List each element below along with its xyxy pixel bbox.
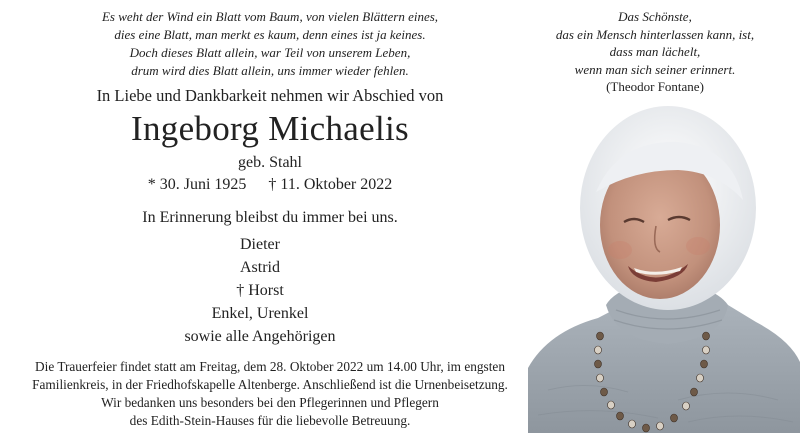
poem-right-line: Das Schönste,	[618, 9, 692, 24]
poem-right	[520, 8, 790, 96]
life-dates	[50, 176, 490, 194]
poem-left-line: drum wird dies Blatt allein, uns immer wieder fehlen.	[131, 63, 409, 78]
birth-date: * 30. Juni 1925	[147, 176, 247, 193]
poem-left-line: dies eine Blatt, man merkt es kaum, denn eines ist ja keines.	[114, 27, 426, 42]
mourners-list	[110, 233, 410, 348]
death-date: † 11. Oktober 2022	[268, 176, 393, 193]
funeral-line: Familienkreis, in der Friedhofskapelle Altenberge. Anschließend ist die Urnenbeisetzung.	[32, 377, 508, 392]
mourner: † Horst	[236, 282, 284, 299]
mourner: Astrid	[240, 259, 280, 276]
memory-line: In Erinnerung bleibst du immer bei uns.	[142, 209, 398, 226]
farewell-intro: In Liebe und Dankbarkeit nehmen wir Abschied von	[96, 86, 444, 105]
funeral-line: des Edith-Stein-Hauses für die liebevolle Betreuung.	[129, 413, 411, 428]
poem-right-line: dass man lächelt,	[609, 44, 701, 59]
poem-left-line: Doch dieses Blatt allein, war Teil von unserem Leben,	[129, 45, 411, 60]
poem-left-line: Es weht der Wind ein Blatt vom Baum, von vielen Blättern eines,	[101, 9, 439, 24]
mourner: Enkel, Urenkel	[211, 305, 309, 322]
portrait-photo	[528, 100, 800, 433]
funeral-line: Wir bedanken uns besonders bei den Pflegerinnen und Pflegern	[101, 395, 439, 410]
mourner: sowie alle Angehörigen	[184, 328, 336, 345]
poem-right-line: das ein Mensch hinterlassen kann, ist,	[555, 26, 755, 42]
poem-author: (Theodor Fontane)	[606, 79, 704, 94]
birth-name: geb. Stahl	[238, 154, 302, 171]
poem-left	[70, 8, 470, 80]
funeral-line: Die Trauerfeier findet statt am Freitag, dem 28. Oktober 2022 um 14.00 Uhr, im engsten	[35, 359, 505, 374]
deceased-name: Ingeborg Michaelis	[131, 109, 409, 148]
poem-right-line: wenn man sich seiner erinnert.	[574, 61, 736, 77]
funeral-details	[0, 358, 540, 430]
mourner: Dieter	[240, 236, 280, 253]
